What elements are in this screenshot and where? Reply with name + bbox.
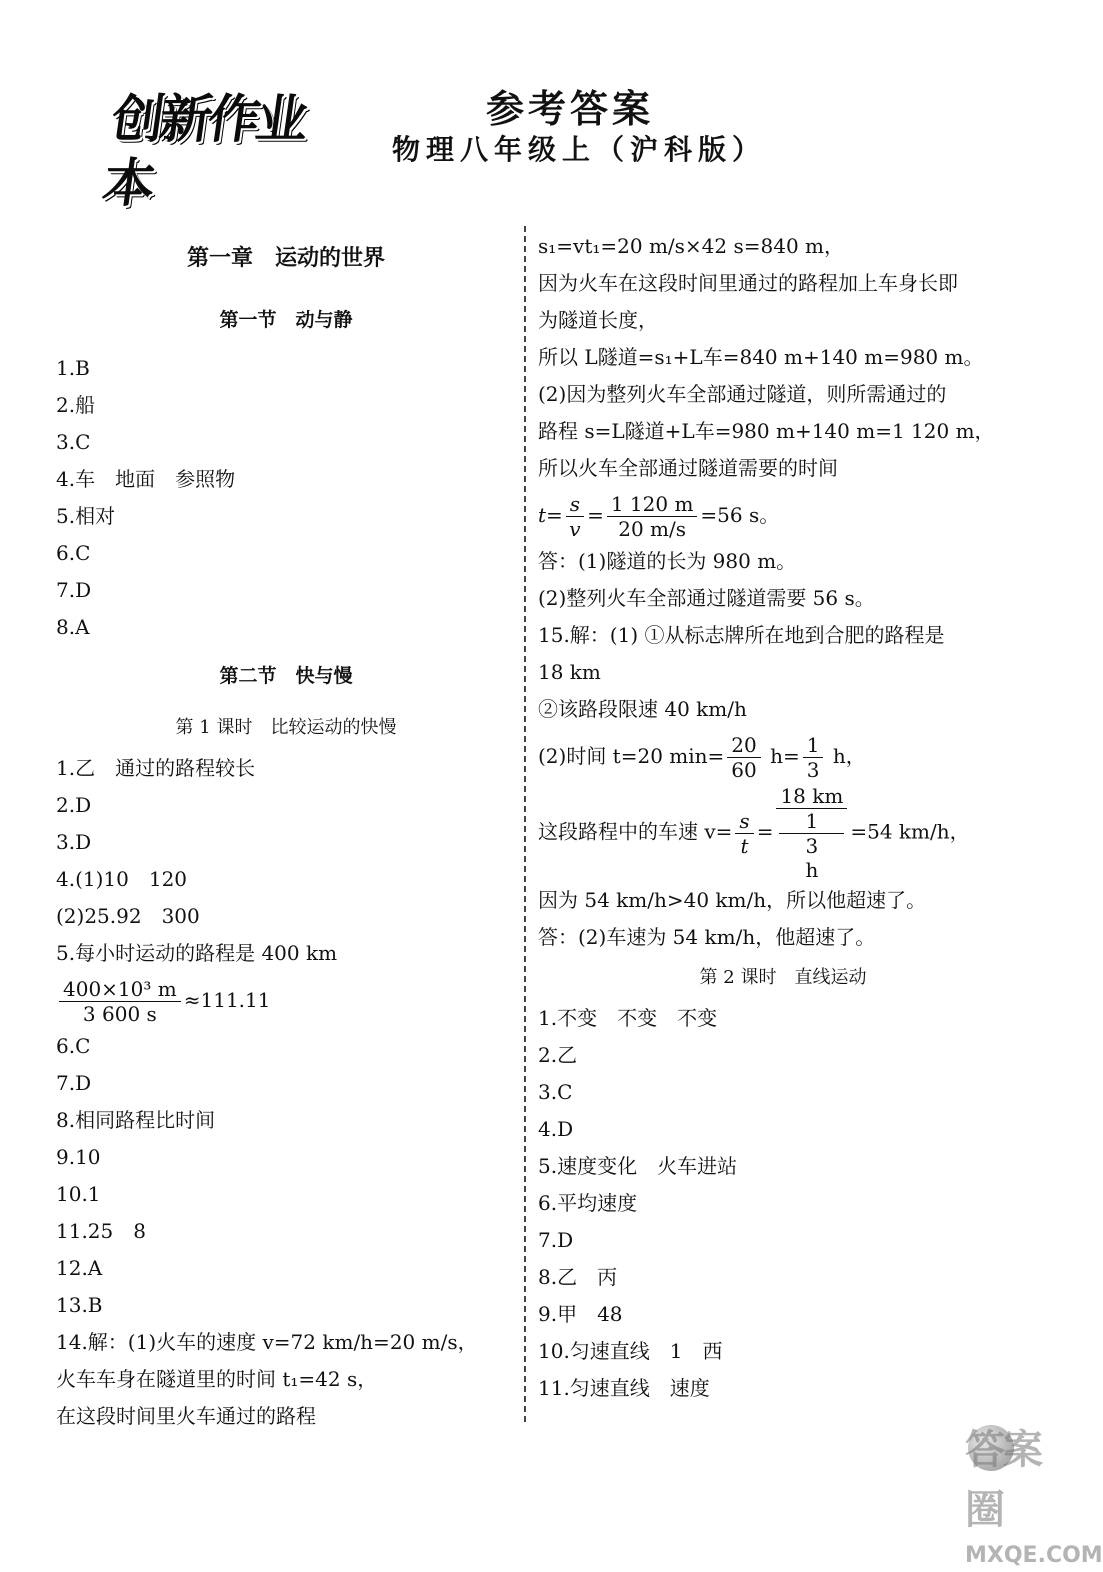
time-f1-num: 20 [727,733,760,758]
answer-line: 13.B [56,1293,103,1317]
answer-line: 14.解：(1)火车的速度 v=72 km/h=20 m/s， [56,1330,478,1354]
solution-lines-c [538,882,1028,956]
answer-line: 6.C [56,541,91,565]
time-fraction-1 [727,733,760,782]
answer-line: s₁=vt₁=20 m/s×42 s=840 m， [538,234,845,258]
section1-answers [56,350,516,646]
answer-line: 2.乙 [538,1043,578,1067]
watermark-line2: MXQE.COM [965,1543,1103,1568]
q5-result: ≈111.11 [183,988,271,1012]
answer-line: 7.D [56,1071,92,1095]
answer-line: 2.D [56,793,92,817]
chapter-title: 第一章 运动的世界 [186,246,385,271]
answer-line: 5.速度变化 火车进站 [538,1154,738,1178]
answer-line: 11.匀速直线 速度 [538,1376,710,1400]
solution-lines-b [538,543,1028,728]
lesson-title-1: 第 1 课时 比较运动的快慢 [175,717,397,738]
lesson1-answers-a [56,750,516,972]
answer-line: 7.D [56,578,92,602]
answer-line: 3.C [56,430,91,454]
t-f1-den: v [569,517,581,541]
t-f2-num: 1 120 m [607,492,698,517]
watermark [965,1420,1103,1568]
answer-line: (2)整列火车全部通过隧道需要 56 s。 [538,586,875,610]
answer-line: 因为 54 km/h>40 km/h，所以他超速了。 [538,888,927,912]
answer-line: 3.C [538,1080,573,1104]
answer-line: 12.A [56,1256,103,1280]
time-f2-den: 3 [806,758,820,782]
time-f2-num: 1 [803,733,824,758]
answer-line: ②该路段限速 40 km/h [538,697,747,721]
watermark-line1: 答案圈 [965,1427,1041,1533]
t-f2-den: 20 m/s [618,517,686,541]
t-fraction-1 [566,492,584,541]
time-suffix: h， [826,744,866,768]
answer-line: 所以火车全部通过隧道需要的时间 [538,456,838,480]
answer-line: 4.(1)10 120 [56,867,188,891]
left-column [56,228,516,1435]
answer-line: 10.1 [56,1182,101,1206]
t-fraction-2 [607,492,698,541]
time-f1-den: 60 [731,758,757,782]
speed-f2-den-unit: h [805,858,819,882]
q5-numerator: 400×10³ m [59,977,181,1002]
time-conversion [538,728,1028,784]
time-prefix: (2)时间 t=20 min= [538,744,725,768]
answer-line: 答：(2)车速为 54 km/h，他超速了。 [538,925,876,949]
answer-line: 8.乙 丙 [538,1265,618,1289]
speed-formula: 这段路程中的车速 v= $\frac{s}{t}$ = 18 km 1 3 h =54 km/h， [538,784,970,882]
answer-line: 6.平均速度 [538,1191,638,1215]
speed-f2-den-den: 3 [805,834,819,858]
speed-f2-den-num: 1 [779,809,844,834]
speed-f2-den-frac [779,809,844,858]
answer-line: 8.A [56,615,90,639]
column-divider [524,226,526,1422]
answer-line: 1.乙 通过的路程较长 [56,756,256,780]
speed-f2-den [776,809,847,882]
t-f1-num: s [566,492,584,517]
lesson1-answers-b [56,1028,516,1435]
answer-line: 10.匀速直线 1 西 [538,1339,723,1363]
speed-fraction-1 [735,809,753,858]
answer-line: 1.不变 不变 不变 [538,1006,718,1030]
answer-line: 9.10 [56,1145,101,1169]
speed-suffix: =54 km/h， [850,819,970,844]
answer-line: 8.相同路程比时间 [56,1108,216,1132]
answer-line: 5.每小时运动的路程是 400 km [56,941,338,965]
answer-line: 15.解：(1) ①从标志牌所在地到合肥的路程是 [538,623,945,647]
answer-line: (2)25.92 300 [56,904,200,928]
answer-line: 在这段时间里火车通过的路程 [56,1404,316,1428]
answer-line: (2)因为整列火车全部通过隧道，则所需通过的 [538,382,947,406]
speed-f2-num: 18 km [776,784,847,809]
brand-logo: 创新作业本 [98,90,309,214]
lesson-title-2: 第 2 课时 直线运动 [699,967,867,988]
q5-fraction [59,977,181,1026]
answer-line: 1.B [56,356,90,380]
q5-formula [56,972,516,1028]
answer-line: 11.25 8 [56,1219,146,1243]
answer-line: 9.甲 48 [538,1302,623,1326]
speed-f1-num: s [735,809,753,834]
answer-line: 5.相对 [56,504,116,528]
section-title-2: 第二节 快与慢 [219,665,353,687]
page-subtitle: 物理八年级上（沪科版） [392,133,767,166]
time-fraction-2 [803,733,824,782]
answer-line: 3.D [56,830,92,854]
page-title: 参考答案 [485,87,654,131]
t-result: =56 s。 [700,503,780,527]
answer-line: 火车车身在隧道里的时间 t₁=42 s， [56,1367,378,1391]
speed-f1-den: t [740,833,749,858]
answer-line: 18 km [538,660,601,684]
answer-line: 6.C [56,1034,91,1058]
t-prefix: t= [538,503,563,527]
answer-line: 路程 s=L隧道+L车=980 m+140 m=1 120 m， [538,419,995,443]
answer-line: 2.船 [56,393,96,417]
speed-prefix: 这段路程中的车速 v= [538,819,733,844]
q5-denominator: 3 600 s [82,1002,157,1026]
right-column [538,228,1028,1407]
answer-line: 所以 L隧道=s₁+L车=840 m+140 m=980 m。 [538,345,984,369]
answer-line: 答：(1)隧道的长为 980 m。 [538,549,797,573]
solution-lines-a [538,228,1028,487]
answer-line: 为隧道长度， [538,308,658,332]
time-mid: h= [763,744,800,768]
time-formula: t= $\frac{s}{v}$ = $\frac{1 120 m}{20 m/s}$ =56 s。 [538,492,780,541]
speed-fraction-2 [776,784,847,882]
answer-line: 因为火车在这段时间里通过的路程加上车身长即 [538,271,958,295]
answer-line: 4.D [538,1117,574,1141]
section-title-1: 第一节 动与静 [219,309,353,331]
answer-line: 7.D [538,1228,574,1252]
answer-line: 4.车 地面 参照物 [56,467,236,491]
lesson2-answers [538,1000,1028,1407]
